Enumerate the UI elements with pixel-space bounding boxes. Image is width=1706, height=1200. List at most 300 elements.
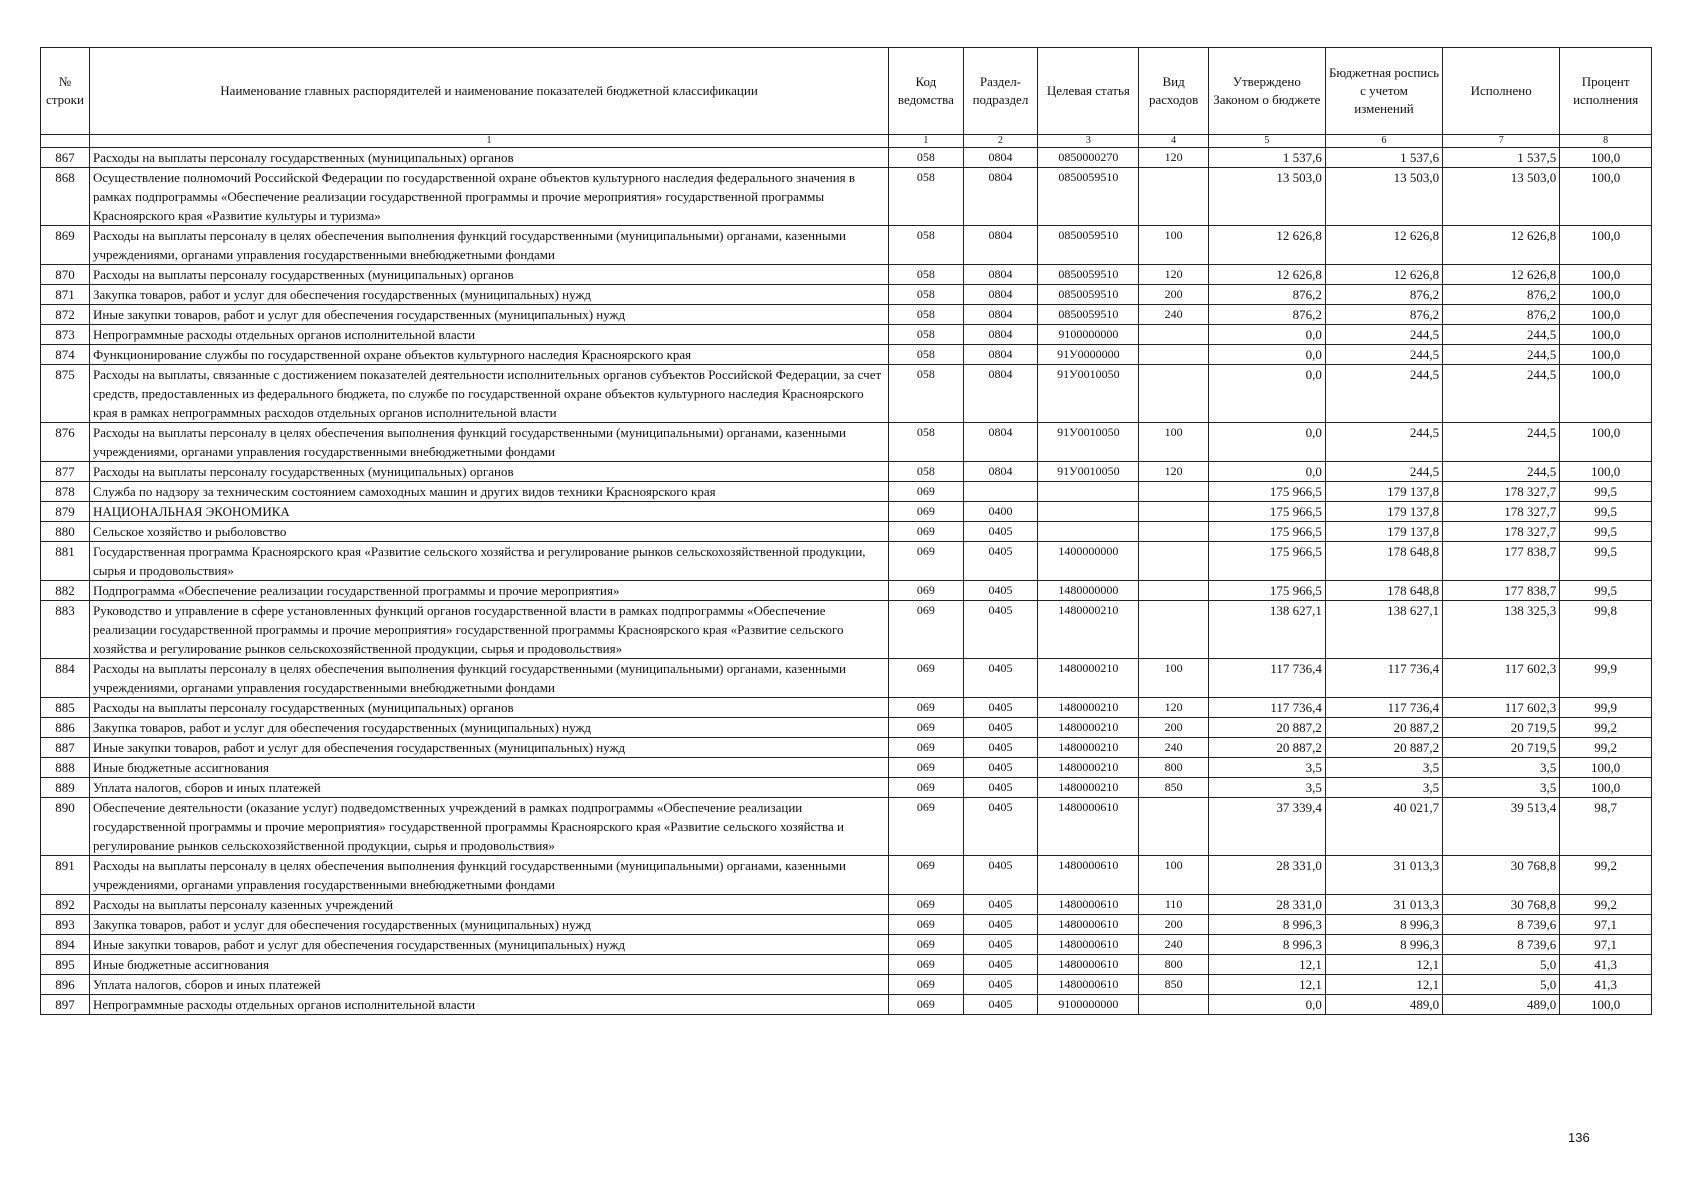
target-article xyxy=(1038,502,1139,522)
schedule-amount: 489,0 xyxy=(1325,995,1442,1015)
table-row xyxy=(41,482,1652,502)
row-number: 884 xyxy=(41,659,90,698)
row-number: 876 xyxy=(41,423,90,462)
executed-amount: 1 537,5 xyxy=(1443,148,1560,168)
target-article: 1480000210 xyxy=(1038,778,1139,798)
approved-amount: 876,2 xyxy=(1208,305,1325,325)
section-code: 0804 xyxy=(963,226,1038,265)
percent-executed: 100,0 xyxy=(1560,365,1652,423)
section-code: 0804 xyxy=(963,265,1038,285)
approved-amount: 12,1 xyxy=(1208,975,1325,995)
dept-code: 058 xyxy=(889,423,964,462)
executed-amount: 117 602,3 xyxy=(1443,698,1560,718)
header-dept-code: Код ведомства xyxy=(889,48,964,135)
approved-amount: 37 339,4 xyxy=(1208,798,1325,856)
schedule-amount: 3,5 xyxy=(1325,778,1442,798)
executed-amount: 876,2 xyxy=(1443,285,1560,305)
executed-amount: 30 768,8 xyxy=(1443,895,1560,915)
section-code: 0405 xyxy=(963,798,1038,856)
schedule-amount: 244,5 xyxy=(1325,345,1442,365)
column-number: 3 xyxy=(1038,135,1139,148)
approved-amount: 117 736,4 xyxy=(1208,698,1325,718)
row-number: 887 xyxy=(41,738,90,758)
section-code: 0804 xyxy=(963,305,1038,325)
schedule-amount: 178 648,8 xyxy=(1325,542,1442,581)
approved-amount: 12 626,8 xyxy=(1208,265,1325,285)
schedule-amount: 244,5 xyxy=(1325,365,1442,423)
approved-amount: 876,2 xyxy=(1208,285,1325,305)
row-number: 890 xyxy=(41,798,90,856)
approved-amount: 138 627,1 xyxy=(1208,601,1325,659)
column-number: 6 xyxy=(1325,135,1442,148)
row-name: Расходы на выплаты персоналу в целях обеспечения выполнения функций государственными (муниципальными) органами, казенными учреждениями, органами управления государственными внебюджетными фондами xyxy=(90,659,889,698)
row-name: Руководство и управление в сфере установленных функций органов государственной власти в рамках подпрограммы «Обеспечение реализации государственной программы и прочие мероприятия» государственной программы Красноярского края «Развитие сельского хозяйства и регулирование рынков сельскохозяйственной продукции, сырья и продовольствия» xyxy=(90,601,889,659)
expense-type: 200 xyxy=(1139,285,1208,305)
percent-executed: 99,5 xyxy=(1560,522,1652,542)
expense-type xyxy=(1139,798,1208,856)
target-article: 91У0010050 xyxy=(1038,365,1139,423)
target-article: 1480000210 xyxy=(1038,738,1139,758)
row-name: Иные закупки товаров, работ и услуг для обеспечения государственных (муниципальных) нужд xyxy=(90,738,889,758)
header-percent: Процент исполнения xyxy=(1560,48,1652,135)
table-row xyxy=(41,462,1652,482)
expense-type: 240 xyxy=(1139,738,1208,758)
expense-type xyxy=(1139,601,1208,659)
row-number: 870 xyxy=(41,265,90,285)
dept-code: 069 xyxy=(889,995,964,1015)
target-article: 1480000210 xyxy=(1038,758,1139,778)
section-code: 0405 xyxy=(963,601,1038,659)
table-row xyxy=(41,798,1652,856)
approved-amount: 1 537,6 xyxy=(1208,148,1325,168)
row-number: 875 xyxy=(41,365,90,423)
expense-type: 850 xyxy=(1139,975,1208,995)
row-name: Подпрограмма «Обеспечение реализации государственной программы и прочие мероприятия» xyxy=(90,581,889,601)
row-name: Иные закупки товаров, работ и услуг для обеспечения государственных (муниципальных) нужд xyxy=(90,305,889,325)
target-article: 91У0010050 xyxy=(1038,462,1139,482)
section-code: 0804 xyxy=(963,365,1038,423)
header-expense-type: Вид расходов xyxy=(1139,48,1208,135)
table-row xyxy=(41,915,1652,935)
target-article: 1480000610 xyxy=(1038,798,1139,856)
section-code: 0405 xyxy=(963,895,1038,915)
section-code: 0405 xyxy=(963,935,1038,955)
section-code xyxy=(963,482,1038,502)
table-body xyxy=(41,148,1652,1015)
table-row xyxy=(41,895,1652,915)
executed-amount: 3,5 xyxy=(1443,758,1560,778)
percent-executed: 99,5 xyxy=(1560,502,1652,522)
row-number: 888 xyxy=(41,758,90,778)
schedule-amount: 244,5 xyxy=(1325,462,1442,482)
row-number: 891 xyxy=(41,856,90,895)
header-executed: Исполнено xyxy=(1443,48,1560,135)
row-name: Функционирование службы по государственной охране объектов культурного наследия Красноярского края xyxy=(90,345,889,365)
target-article: 1480000610 xyxy=(1038,955,1139,975)
section-code: 0405 xyxy=(963,758,1038,778)
approved-amount: 20 887,2 xyxy=(1208,718,1325,738)
dept-code: 058 xyxy=(889,462,964,482)
approved-amount: 3,5 xyxy=(1208,758,1325,778)
row-number: 892 xyxy=(41,895,90,915)
section-code: 0405 xyxy=(963,522,1038,542)
schedule-amount: 117 736,4 xyxy=(1325,659,1442,698)
approved-amount: 0,0 xyxy=(1208,345,1325,365)
schedule-amount: 244,5 xyxy=(1325,325,1442,345)
dept-code: 058 xyxy=(889,168,964,226)
expense-type xyxy=(1139,522,1208,542)
dept-code: 069 xyxy=(889,856,964,895)
target-article: 0850059510 xyxy=(1038,226,1139,265)
row-name: Непрограммные расходы отдельных органов исполнительной власти xyxy=(90,995,889,1015)
target-article: 0850059510 xyxy=(1038,168,1139,226)
header-approved: Утверждено Законом о бюджете xyxy=(1208,48,1325,135)
dept-code: 058 xyxy=(889,325,964,345)
approved-amount: 20 887,2 xyxy=(1208,738,1325,758)
executed-amount: 8 739,6 xyxy=(1443,935,1560,955)
percent-executed: 98,7 xyxy=(1560,798,1652,856)
row-number: 885 xyxy=(41,698,90,718)
dept-code: 069 xyxy=(889,581,964,601)
expense-type xyxy=(1139,345,1208,365)
approved-amount: 8 996,3 xyxy=(1208,935,1325,955)
target-article: 1480000610 xyxy=(1038,915,1139,935)
target-article: 0850059510 xyxy=(1038,305,1139,325)
dept-code: 069 xyxy=(889,502,964,522)
section-code: 0405 xyxy=(963,698,1038,718)
dept-code: 069 xyxy=(889,482,964,502)
approved-amount: 0,0 xyxy=(1208,995,1325,1015)
row-name: Закупка товаров, работ и услуг для обеспечения государственных (муниципальных) нужд xyxy=(90,285,889,305)
dept-code: 069 xyxy=(889,601,964,659)
row-name: Осуществление полномочий Российской Федерации по государственной охране объектов культурного наследия федерального значения в рамках подпрограммы «Обеспечение реализации государственной программы и прочие мероприятия» государственной программы Красноярского края «Развитие культуры и туризма» xyxy=(90,168,889,226)
table-row xyxy=(41,955,1652,975)
row-name: Закупка товаров, работ и услуг для обеспечения государственных (муниципальных) нужд xyxy=(90,718,889,738)
column-number: 1 xyxy=(90,135,889,148)
approved-amount: 28 331,0 xyxy=(1208,895,1325,915)
expense-type: 120 xyxy=(1139,265,1208,285)
approved-amount: 0,0 xyxy=(1208,365,1325,423)
approved-amount: 0,0 xyxy=(1208,325,1325,345)
page-number: 136 xyxy=(1568,1130,1590,1145)
section-code: 0804 xyxy=(963,345,1038,365)
executed-amount: 117 602,3 xyxy=(1443,659,1560,698)
row-number: 869 xyxy=(41,226,90,265)
row-number: 868 xyxy=(41,168,90,226)
target-article: 91У0000000 xyxy=(1038,345,1139,365)
executed-amount: 489,0 xyxy=(1443,995,1560,1015)
row-name: Расходы на выплаты персоналу в целях обеспечения выполнения функций государственными (муниципальными) органами, казенными учреждениями, органами управления государственными внебюджетными фондами xyxy=(90,423,889,462)
table-row xyxy=(41,305,1652,325)
table-row xyxy=(41,581,1652,601)
dept-code: 069 xyxy=(889,975,964,995)
dept-code: 058 xyxy=(889,365,964,423)
dept-code: 069 xyxy=(889,542,964,581)
header-name: Наименование главных распорядителей и наименование показателей бюджетной классификации xyxy=(90,48,889,135)
approved-amount: 8 996,3 xyxy=(1208,915,1325,935)
expense-type: 120 xyxy=(1139,462,1208,482)
percent-executed: 99,2 xyxy=(1560,895,1652,915)
approved-amount: 175 966,5 xyxy=(1208,542,1325,581)
percent-executed: 100,0 xyxy=(1560,148,1652,168)
percent-executed: 99,5 xyxy=(1560,482,1652,502)
table-row xyxy=(41,995,1652,1015)
dept-code: 069 xyxy=(889,522,964,542)
row-number: 893 xyxy=(41,915,90,935)
schedule-amount: 179 137,8 xyxy=(1325,502,1442,522)
section-code: 0405 xyxy=(963,975,1038,995)
row-number: 880 xyxy=(41,522,90,542)
section-code: 0405 xyxy=(963,542,1038,581)
percent-executed: 99,9 xyxy=(1560,659,1652,698)
approved-amount: 12,1 xyxy=(1208,955,1325,975)
row-name: Непрограммные расходы отдельных органов исполнительной власти xyxy=(90,325,889,345)
percent-executed: 100,0 xyxy=(1560,758,1652,778)
target-article: 1480000210 xyxy=(1038,659,1139,698)
target-article: 0850059510 xyxy=(1038,265,1139,285)
table-row xyxy=(41,502,1652,522)
column-number: 7 xyxy=(1443,135,1560,148)
executed-amount: 8 739,6 xyxy=(1443,915,1560,935)
schedule-amount: 12 626,8 xyxy=(1325,265,1442,285)
row-number: 878 xyxy=(41,482,90,502)
row-number: 881 xyxy=(41,542,90,581)
schedule-amount: 178 648,8 xyxy=(1325,581,1442,601)
dept-code: 069 xyxy=(889,659,964,698)
target-article: 9100000000 xyxy=(1038,325,1139,345)
dept-code: 069 xyxy=(889,935,964,955)
section-code: 0804 xyxy=(963,285,1038,305)
expense-type xyxy=(1139,325,1208,345)
schedule-amount: 12,1 xyxy=(1325,975,1442,995)
section-code: 0804 xyxy=(963,148,1038,168)
row-name: Расходы на выплаты персоналу казенных учреждений xyxy=(90,895,889,915)
expense-type: 200 xyxy=(1139,915,1208,935)
table-row xyxy=(41,738,1652,758)
percent-executed: 99,2 xyxy=(1560,856,1652,895)
percent-executed: 100,0 xyxy=(1560,462,1652,482)
section-code: 0804 xyxy=(963,325,1038,345)
row-name: Расходы на выплаты персоналу в целях обеспечения выполнения функций государственными (муниципальными) органами, казенными учреждениями, органами управления государственными внебюджетными фондами xyxy=(90,856,889,895)
schedule-amount: 8 996,3 xyxy=(1325,935,1442,955)
dept-code: 069 xyxy=(889,915,964,935)
approved-amount: 0,0 xyxy=(1208,423,1325,462)
row-name: Служба по надзору за техническим состоянием самоходных машин и других видов техники Красноярского края xyxy=(90,482,889,502)
dept-code: 069 xyxy=(889,778,964,798)
executed-amount: 12 626,8 xyxy=(1443,226,1560,265)
schedule-amount: 3,5 xyxy=(1325,758,1442,778)
row-name: Государственная программа Красноярского края «Развитие сельского хозяйства и регулирование рынков сельскохозяйственной продукции, сырья и продовольствия» xyxy=(90,542,889,581)
header-section: Раздел-подраздел xyxy=(963,48,1038,135)
expense-type xyxy=(1139,168,1208,226)
dept-code: 058 xyxy=(889,345,964,365)
row-number: 897 xyxy=(41,995,90,1015)
row-number: 873 xyxy=(41,325,90,345)
schedule-amount: 20 887,2 xyxy=(1325,718,1442,738)
percent-executed: 100,0 xyxy=(1560,778,1652,798)
table-row xyxy=(41,698,1652,718)
approved-amount: 175 966,5 xyxy=(1208,581,1325,601)
schedule-amount: 8 996,3 xyxy=(1325,915,1442,935)
dept-code: 069 xyxy=(889,798,964,856)
schedule-amount: 31 013,3 xyxy=(1325,895,1442,915)
percent-executed: 97,1 xyxy=(1560,935,1652,955)
schedule-amount: 876,2 xyxy=(1325,285,1442,305)
dept-code: 058 xyxy=(889,148,964,168)
table-row xyxy=(41,168,1652,226)
target-article: 1400000000 xyxy=(1038,542,1139,581)
approved-amount: 3,5 xyxy=(1208,778,1325,798)
header-target-article: Целевая статья xyxy=(1038,48,1139,135)
approved-amount: 117 736,4 xyxy=(1208,659,1325,698)
dept-code: 069 xyxy=(889,738,964,758)
table-row xyxy=(41,856,1652,895)
section-code: 0405 xyxy=(963,995,1038,1015)
table-row xyxy=(41,659,1652,698)
table-row xyxy=(41,265,1652,285)
row-name: Обеспечение деятельности (оказание услуг) подведомственных учреждений в рамках подпрограммы «Обеспечение реализации государственной программы и прочие мероприятия» государственной программы Красноярского края «Развитие сельского хозяйства и регулирование рынков сельскохозяйственной продукции, сырья и продовольствия» xyxy=(90,798,889,856)
approved-amount: 12 626,8 xyxy=(1208,226,1325,265)
row-name: Расходы на выплаты персоналу государственных (муниципальных) органов xyxy=(90,698,889,718)
percent-executed: 100,0 xyxy=(1560,226,1652,265)
expense-type xyxy=(1139,365,1208,423)
table-row xyxy=(41,975,1652,995)
expense-type: 240 xyxy=(1139,305,1208,325)
row-name: Расходы на выплаты, связанные с достижением показателей деятельности исполнительных органов субъектов Российской Федерации, за счет средств, предоставленных из федерального бюджета, по службе по государственной охране объектов культурного наследия Красноярского края в рамках непрограммных расходов отдельных органов исполнительной власти xyxy=(90,365,889,423)
schedule-amount: 12 626,8 xyxy=(1325,226,1442,265)
dept-code: 058 xyxy=(889,305,964,325)
executed-amount: 244,5 xyxy=(1443,345,1560,365)
row-number: 896 xyxy=(41,975,90,995)
row-name: НАЦИОНАЛЬНАЯ ЭКОНОМИКА xyxy=(90,502,889,522)
row-name: Расходы на выплаты персоналу государственных (муниципальных) органов xyxy=(90,148,889,168)
executed-amount: 178 327,7 xyxy=(1443,482,1560,502)
table-row xyxy=(41,148,1652,168)
target-article: 0850059510 xyxy=(1038,285,1139,305)
executed-amount: 5,0 xyxy=(1443,955,1560,975)
section-code: 0804 xyxy=(963,168,1038,226)
column-number-row xyxy=(41,135,1652,148)
row-name: Расходы на выплаты персоналу государственных (муниципальных) органов xyxy=(90,462,889,482)
dept-code: 069 xyxy=(889,698,964,718)
percent-executed: 99,8 xyxy=(1560,601,1652,659)
section-code: 0405 xyxy=(963,659,1038,698)
percent-executed: 100,0 xyxy=(1560,345,1652,365)
row-name: Иные бюджетные ассигнования xyxy=(90,758,889,778)
row-number: 882 xyxy=(41,581,90,601)
schedule-amount: 40 021,7 xyxy=(1325,798,1442,856)
approved-amount: 28 331,0 xyxy=(1208,856,1325,895)
executed-amount: 244,5 xyxy=(1443,365,1560,423)
row-number: 894 xyxy=(41,935,90,955)
table-row xyxy=(41,935,1652,955)
table-row xyxy=(41,285,1652,305)
executed-amount: 244,5 xyxy=(1443,423,1560,462)
section-code: 0400 xyxy=(963,502,1038,522)
table-row xyxy=(41,778,1652,798)
column-number: 8 xyxy=(1560,135,1652,148)
dept-code: 069 xyxy=(889,895,964,915)
executed-amount: 876,2 xyxy=(1443,305,1560,325)
schedule-amount: 138 627,1 xyxy=(1325,601,1442,659)
expense-type: 100 xyxy=(1139,856,1208,895)
column-number: 5 xyxy=(1208,135,1325,148)
schedule-amount: 244,5 xyxy=(1325,423,1442,462)
row-name: Уплата налогов, сборов и иных платежей xyxy=(90,975,889,995)
approved-amount: 0,0 xyxy=(1208,462,1325,482)
target-article: 1480000610 xyxy=(1038,856,1139,895)
table-row xyxy=(41,601,1652,659)
schedule-amount: 1 537,6 xyxy=(1325,148,1442,168)
target-article: 1480000210 xyxy=(1038,698,1139,718)
schedule-amount: 12,1 xyxy=(1325,955,1442,975)
row-name: Иные закупки товаров, работ и услуг для обеспечения государственных (муниципальных) нужд xyxy=(90,935,889,955)
expense-type xyxy=(1139,502,1208,522)
section-code: 0405 xyxy=(963,738,1038,758)
schedule-amount: 31 013,3 xyxy=(1325,856,1442,895)
column-number-blank xyxy=(41,135,90,148)
percent-executed: 100,0 xyxy=(1560,423,1652,462)
dept-code: 058 xyxy=(889,265,964,285)
schedule-amount: 179 137,8 xyxy=(1325,522,1442,542)
row-number: 871 xyxy=(41,285,90,305)
table-row xyxy=(41,522,1652,542)
header-row-number: № строки xyxy=(41,48,90,135)
percent-executed: 99,2 xyxy=(1560,738,1652,758)
row-number: 886 xyxy=(41,718,90,738)
percent-executed: 41,3 xyxy=(1560,975,1652,995)
row-number: 867 xyxy=(41,148,90,168)
executed-amount: 177 838,7 xyxy=(1443,542,1560,581)
table-row xyxy=(41,542,1652,581)
percent-executed: 41,3 xyxy=(1560,955,1652,975)
dept-code: 069 xyxy=(889,758,964,778)
schedule-amount: 20 887,2 xyxy=(1325,738,1442,758)
column-number: 1 xyxy=(889,135,964,148)
dept-code: 058 xyxy=(889,285,964,305)
dept-code: 058 xyxy=(889,226,964,265)
percent-executed: 100,0 xyxy=(1560,995,1652,1015)
row-name: Уплата налогов, сборов и иных платежей xyxy=(90,778,889,798)
budget-table xyxy=(40,47,1652,1015)
table-row xyxy=(41,758,1652,778)
expense-type xyxy=(1139,995,1208,1015)
target-article: 9100000000 xyxy=(1038,995,1139,1015)
expense-type: 100 xyxy=(1139,226,1208,265)
executed-amount: 3,5 xyxy=(1443,778,1560,798)
row-name: Расходы на выплаты персоналу в целях обеспечения выполнения функций государственными (муниципальными) органами, казенными учреждениями, органами управления государственными внебюджетными фондами xyxy=(90,226,889,265)
section-code: 0405 xyxy=(963,955,1038,975)
schedule-amount: 876,2 xyxy=(1325,305,1442,325)
executed-amount: 30 768,8 xyxy=(1443,856,1560,895)
approved-amount: 175 966,5 xyxy=(1208,482,1325,502)
executed-amount: 20 719,5 xyxy=(1443,738,1560,758)
table-row xyxy=(41,718,1652,738)
target-article: 1480000610 xyxy=(1038,895,1139,915)
row-name: Иные бюджетные ассигнования xyxy=(90,955,889,975)
executed-amount: 20 719,5 xyxy=(1443,718,1560,738)
row-number: 872 xyxy=(41,305,90,325)
executed-amount: 39 513,4 xyxy=(1443,798,1560,856)
table-row xyxy=(41,423,1652,462)
expense-type: 850 xyxy=(1139,778,1208,798)
dept-code: 069 xyxy=(889,955,964,975)
table-row xyxy=(41,325,1652,345)
percent-executed: 100,0 xyxy=(1560,285,1652,305)
row-number: 879 xyxy=(41,502,90,522)
executed-amount: 5,0 xyxy=(1443,975,1560,995)
row-name: Расходы на выплаты персоналу государственных (муниципальных) органов xyxy=(90,265,889,285)
